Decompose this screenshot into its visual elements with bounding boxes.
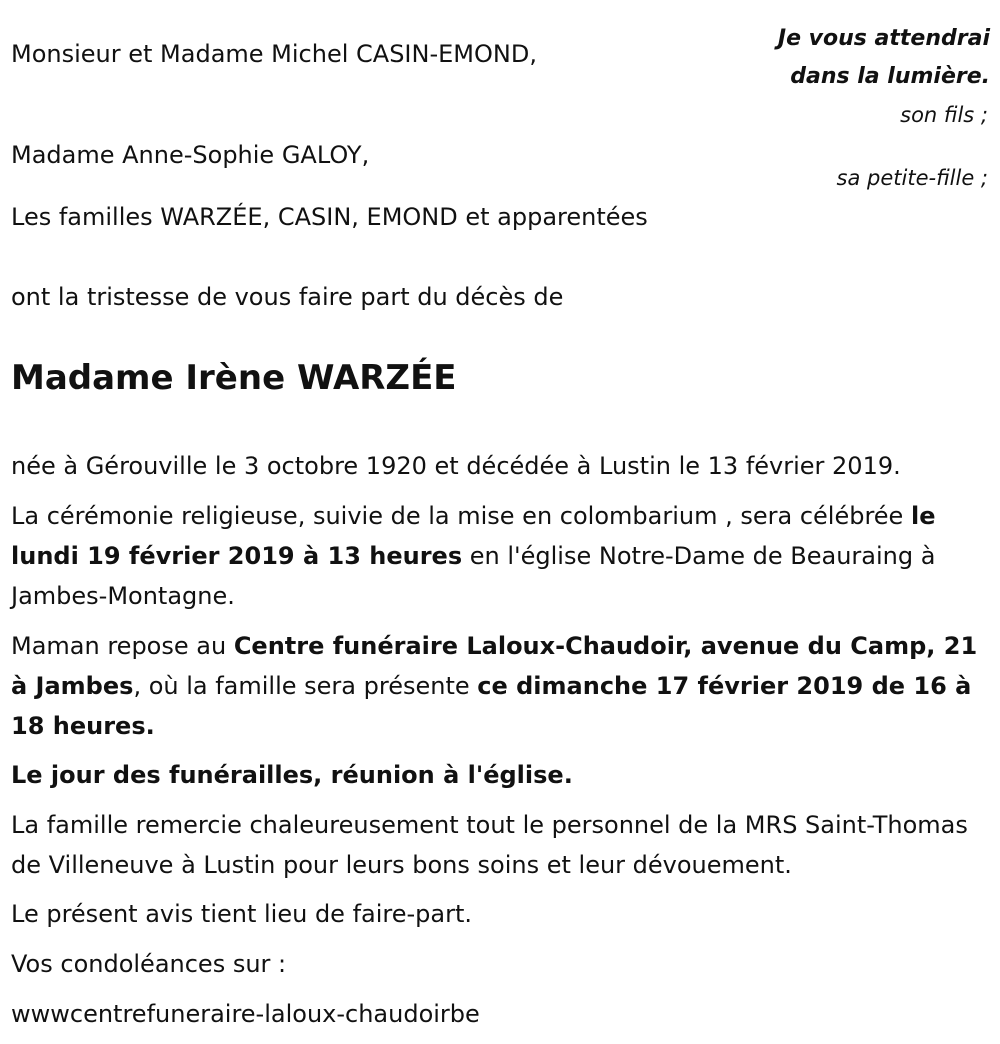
relation-son: son fils ; (900, 103, 988, 127)
funeral-day-line (11, 755, 991, 795)
family-line-granddaughter: Madame Anne-Sophie GALOY, (11, 141, 370, 169)
funeral-day-text: Le jour des funérailles, réunion à l'église. (11, 761, 573, 789)
condolences-line (11, 944, 991, 984)
thanks-text: La famille remercie chaleureusement tout le personnel de la MRS Saint-Thomas de Villeneuve à Lustin pour leurs bons soins et leur dévouement. (11, 811, 968, 879)
relation-granddaughter: sa petite-fille ; (836, 166, 988, 190)
intro-text: ont la tristesse de vous faire part du décès de (11, 283, 564, 311)
notice-text: Le présent avis tient lieu de faire-part. (11, 900, 473, 928)
website-line (11, 994, 991, 1034)
ceremony-text-2: en l'église Notre-Dame de Beauraing à Jambes-Montagne. (11, 542, 936, 610)
rest-text-2: , où la famille sera présente (133, 672, 478, 700)
condolences-label: Vos condoléances sur : (11, 950, 287, 978)
ceremony-paragraph (11, 496, 991, 616)
birth-death-line (11, 446, 991, 486)
deceased-name: Madame Irène WARZÉE (11, 358, 457, 398)
rest-paragraph (11, 626, 991, 746)
family-line-families: Les familles WARZÉE, CASIN, EMOND et apparentées (11, 203, 648, 231)
birth-death-text: née à Gérouville le 3 octobre 1920 et décédée à Lustin le 13 février 2019. (11, 452, 901, 480)
quote-line-2: dans la lumière. (790, 64, 990, 89)
website-link[interactable]: wwwcentrefuneraire-laloux-chaudoirbe (11, 1000, 480, 1028)
ceremony-date: le lundi 19 février 2019 à 13 heures (11, 502, 936, 570)
thanks-paragraph (11, 805, 991, 885)
family-line-parents: Monsieur et Madame Michel CASIN-EMOND, (11, 40, 537, 68)
rest-visit-time: ce dimanche 17 février 2019 de 16 à 18 heures. (11, 672, 972, 740)
quote-line-1: Je vous attendrai (777, 26, 990, 51)
ceremony-text-1: La cérémonie religieuse, suivie de la mise en colombarium , sera célébrée (11, 502, 904, 530)
rest-text-1: Maman repose au (11, 632, 234, 660)
notice-line (11, 894, 991, 934)
rest-location: Centre funéraire Laloux-Chaudoir, avenue du Camp, 21 à Jambes (11, 632, 978, 700)
